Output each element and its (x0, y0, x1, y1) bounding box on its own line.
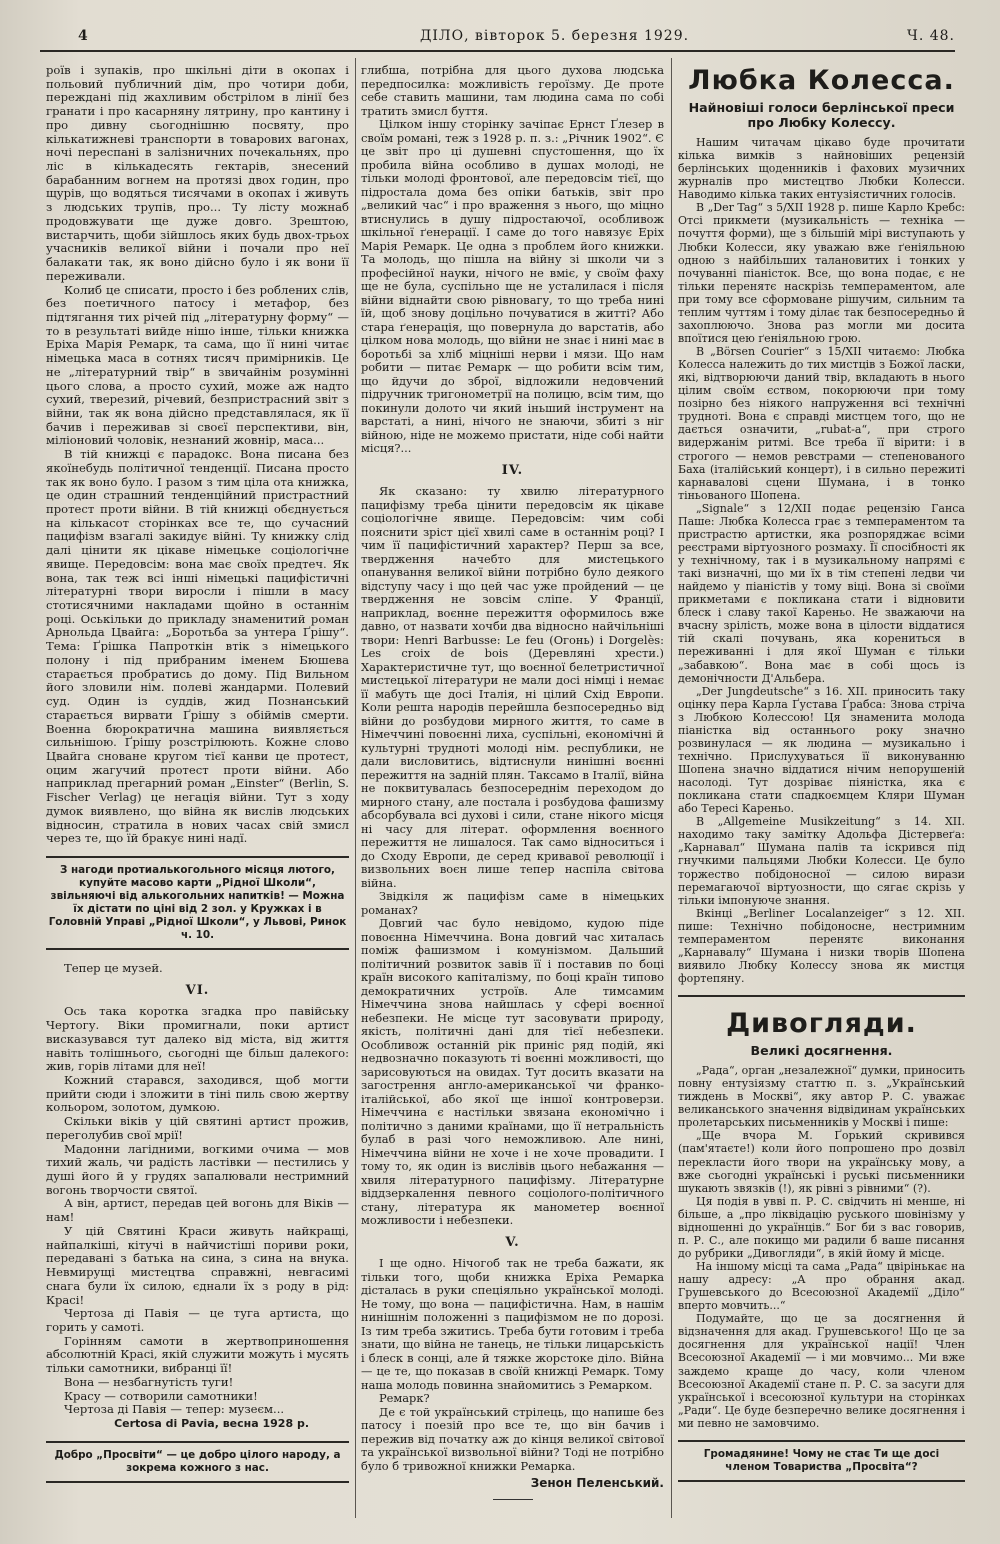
column-1 (46, 64, 349, 1495)
paragraph: Як сказано: ту хвилю літературного пацифізму треба цінити передовсім як цікаве соціологічне явище. Передовсім: чим собі пояснити зріст цієї хвилі саме в останнім році? І чим її пацифістичний характер? Перш за все, твердження начебто для мистецького опанування великої війни потрібно було деякого відступу часу і що цей час уже пройдений — це твердження не зовсім сліпе. У Франції, наприклад, воєнне пережиття оформилось вже давно, от назвати хочби два відносно найчільніші твори: Henri Barbusse: Le feu (Огонь) і Dorgelès: Les croix de bois (Деревляні хрести.) Характеристичне тут, що воєнної белетристичної мистецької літератури не мали досі німці і немає її мабуть ще досі Італія, ні цілий Схід Европи. Коли решта народів перейшла безпосередньо від війни до розбудови мирного життя, то саме в Німеччині повоєнні лиха, суспільні, економічні й культурні трудноті молоді нім. республики, не дали висловитись, відтиснули нинішні воєнні пережиття на задній плян. Таксамо в Італії, війна не поквитувалась безпосереднім переходом до мирного стану, але постала і розбудова фашизму абсорбувала всі духові і сили, стане нікого місця ні часу для літерат. оформлення воєнного пережиття не лишалося. Так само відноситься і до Сходу Европи, де серед кривавої революції і визвольних воєн лише тепер наспіла світова війна. (361, 484, 664, 890)
membership-box: Громадянине! Чому не стає Ти ще досі членом Товариства „Просвіта“? (678, 1440, 965, 1482)
article-title: Любка Колесса. (688, 65, 955, 96)
paragraph: Ось така коротка згадка про павійську Чертогу. Віки промигнали, поки артист висказувався тут далеко від міста, від життя навіть толішнього, сьогодні ще більш далекого: жив, горів літами для неї! (46, 1004, 349, 1074)
paragraph: Нашим читачам цікаво буде прочитати кілька вимків з найновіших рецензій берлінських щоденників і фахових музичних журналів про мистецтво Любки Колесси. Наводимо кілька таких ентузіястичних голосів. (678, 136, 965, 202)
paragraph: В „Börsen Courier“ з 15/XII читаємо: Любка Колесса належить до тих мистців з Божої ласки, які, відтворюючи даний твір, вкладають в нього цілим своїм єством, покорюючи при тому позірно без ніякого напруження всі технічні трудноті. Вона є справді мистцем того, що не дається означити, „rubat-a“, при строго видержанім ритмі. Все треба її вірити: і в строгого — немов ревстрами — степенованого Баха (італійський концерт), і в сильно пережиті карнавалові сцени Шумана, і в тонко тіньованого Шопена. (678, 345, 965, 502)
end-dash (493, 1499, 533, 1500)
promo-box: З нагоди протиалькогольного місяця лютого, купуйте масово карти „Рідної Школи“, звільняючі від алькогольних напитків! — Можна їх дістати по ціні від 2 зол. у Кружках і в Головній Управі „Рідної Школи“, у Львові, Ринок ч. 10. (46, 856, 349, 950)
section-heading-iv: IV. (501, 462, 524, 478)
paragraph: Вона — незбагнутість туги! (64, 1374, 234, 1389)
column-2 (361, 64, 664, 1508)
paragraph: „Der Jungdeutsche“ з 16. XII. приносить таку оцінку пера Карла Ґустава Ґрабса: Знова стріча з Любкою Колессою! Ця знаменита молода піаністка від останнього року значно розвинулася — як людина — музикально і технічно. Прислухуваться її виконуванню Шопена значно віддатися нічим непорушеній насолоді. Тут дозріває піяністка, яка є покликана стати спадкоємцем Кляри Шуман або Тересі Кареньо. (678, 684, 965, 816)
paragraph: глибша, потрібна для цього духова людська передпосилка: можливість героїзму. Де проте себе ставить машини, там людина сама по собі тратить змисл буття. (361, 63, 664, 118)
paragraph: Подумайте, що це за досягнення й відзначення для акад. Грушевського! Що це за досягнення для української нації! Член Всесоюзної Академії — і ми мовчимо... Ми вже заждемо краще до часу, коли членом Всесоюзної Академії стане п. Р. С. за засуги для української і всесоюзної культури на сторінках „Ради“. Це буде безперечно велике досягнення і ми певно не замовчимо. (678, 1312, 965, 1430)
paragraph: „Signale“ з 12/XII подає рецензію Ганса Паше: Любка Колесса грає з темпераментом та пристрастю артистки, яка розпоряджає всіми реєстрами віртуозного розмаху. Її спосібності як у технічному, так і в музикальному напрямі є такі визначні, що ми їх в тім степені ледви чи найдемо у піаністів у тому віці. Вона зі своїми прикметами є покликана стати і відновити блеск і славу такої Кареньо. Не зважаючи на вчасну зрілість, може вона в цілости віддатися тій скалі почувань, яка корениться в переживанні і для якої Шуман є тільки „забавкою“. Вона має в собі щось із демонічности Д'Альбера. (678, 501, 965, 685)
paragraph: В „Allgemeine Musikzeitung“ з 14. XII. находимо таку замітку Адольфа Дістервеґа: „Карнавал“ Шумана палів та іскрився під гнучкими пальцями Любки Колесси. Це було торжество побідоносної — силою вирази перемагаючої віртуозности, що сягає скрізь у тільки імпонуюче знання. (678, 815, 965, 907)
section-rule (678, 995, 965, 997)
header-rule (40, 50, 955, 52)
paragraph: Колиб це списати, просто і без роблених слів, без поетичного патосу і метафор, без підтягання тих річей під „літературну форму“ — то в результаті вийде нішо інше, тільки книжка Еріха Марія Ремарк, та сама, що її нині читає німецька маса в сотнях тисяч примірників. Це не „літературний твір“ в звичайнім розумінні цього слова, а просто сухий, може аж надто сухий, тверезий, річевий, безпристрасний звіт з війни, так як вона дійсно представлялася, як її бачив і переживав зі своєї перспективи, він, міліоновий чоловік, незнаний жовнір, маса... (46, 282, 349, 448)
dateline: Certosa di Pavia, весна 1928 р. (114, 1416, 309, 1430)
paragraph: Красу — сотворили самотники! (64, 1388, 258, 1403)
issue-number: Ч. 48. (907, 28, 955, 44)
article-subtitle: Найновіші голоси берлінської преси про Любку Колессу. (688, 100, 955, 130)
article-subtitle-2: Великі досягнення. (750, 1043, 893, 1059)
article-title-2: Дивогляди. (726, 1008, 917, 1040)
paragraph: Ця подія в увві п. Р. С. свідчить ні менше, ні більше, а „про ліквідацію руського шовінізму у відношенні до українців.“ Бог би з вас говорив, п. Р. С., але покищо ми радили б ваше писання до рубрики „Дивогляди“, в якій йому й місце. (678, 1194, 965, 1260)
paragraph: Де є той український стрілець, що напише без патосу і поезій про все те, що він бачив і пережив від початку аж до кінця великої світової та української визвольної війни? Тоді не потрібно було б тривожної книжки Ремарка. (361, 1404, 664, 1473)
prosvita-box: Добро „Просвіти“ — це добро цілого народу, а зокрема кожного з нас. (46, 1441, 349, 1483)
paragraph: В „Der Tag“ з 5/XII 1928 р. пише Карло Кребс: Отсі прикмети (музикальність — техніка — почуття форми), ще з більшій мірі виступають у Любки Колесси, яку уважаю вже ґеніяльною одною з найбільших талановитих і тонких у почуванні піаністок. Все, що вона подає, є не тільки перенятє наскрізь темпераментом, але при тому все сформоване рішучим, сильним та теплим чуттям і тому ділає так безпосередньо й захоплюючо. Знова раз могли ми досита впоїтися цею ґеніяльною грою. (678, 201, 965, 345)
page-header (40, 26, 955, 48)
paragraph: Чертоза ді Павія — тепер: музеєм... (64, 1402, 285, 1417)
column-3 (678, 64, 965, 1494)
paragraph: Вкінці „Berliner Localanzeiger“ з 12. XII. пише: Технічно побідоносне, нестримним темпераментом перенятє виконання „Карнавалу“ Шумана і низки творів Шопена виявило Любку Колессу знова як мистця фортепяну. (678, 906, 965, 985)
paragraph: Цілком іншу сторінку зачіпає Ернст Ґлезер в своїм романі, теж з 1928 р. п. з.: „Річник 1902“. Є це звіт про ці душевні спустошення, що їх пробила війна особливо в душах молоді, не тільки молоді фронтової, але передовсім тієї, що підростала дома без опіки батьків, звіт про „великий час“ і про враження з нього, що міцно втиснулись в душу підростаючої, особливож шкільної ґенерації. І саме до того навязує Еріх Марія Ремарк. Це одна з проблем його книжки. Та молодь, що пішла на війну зі школи чи з професійної науки, нічого не вміє, у своїм фаху ще не була, суспільно ще не усталилася і після війни віднайти свою рівновагу, то що треба нині їй, щоб знову доцільно почуватися в житті? Або стара ґенерація, що повернула до варстатів, або цілком нова молодь, що війни не знає і нині має в боротьбі за хліб міцніші нерви і мязи. Що нам робити — питає Ремарк — що робити всім тим, що йдучи до зброї, відложили недовчений підручник тригонометрії на полицю, всім тим, що покинули долото чи який іньший інструмент на варстаті, а нині, нічого не знаючи, збиті з ніг війною, ніде не можемо пристати, ніде собі найти місця?... (361, 117, 665, 455)
author-signature: Зенон Пеленський. (530, 1476, 664, 1490)
paragraph: Кожний старався, заходився, щоб могти прийти сюди і зложити в тіні пиль свою жертву кольором, золотом, думкою. (46, 1073, 349, 1115)
page-number: 4 (78, 28, 89, 44)
paragraph: У цій Святині Краси живуть найкращі, найпалкіші, кітучі в найчистіші пориви роки, передавані з батька на сина, з сина на внука. Невмирущі мистецтва справжні, невгасимі снага були їх силою, єднали їх з роду в рід: Красі! (46, 1223, 349, 1307)
paragraph: Мадонни лагідними, вогкими очима — мов тихий жаль, чи радість ластівки — пестились у душі його й у грудях запалювали нестримний вогонь творчости святої. (46, 1141, 349, 1197)
paragraph: Чертоза ді Павія — це туга артиста, що горить у самоті. (46, 1306, 349, 1334)
paragraph: Довгий час було невідомо, кудою піде повоєнна Німеччина. Вона довгий час хиталась поміж фашизмом і комунізмом. Дальший політичний розвиток завів її і поставив по боці країн високого капіталізму, по боці країн типово демократичних устроїв. Але тимсамим Німеччина знова найшлась у сфері воєнної небезпеки. Не місце тут засовувати природу, якість, політичні дані для тієї небезпеки. Особливож останній рік приніс ряд подій, які недвозначно показують ті воєнні можливості, що зарисовуються на овидах. Тут досить вказати на загострення англо-американської чи франко-італійської, або якої ще іншої контроверзи. Німеччина є настільки звязана економічно і політично з даними країнами, що її нетральність булаб в разі чого неможливою. Але нині, Німеччина війни не хоче і не хоче провадити. І тому то, як один із вислівів цього небажання — хвиля літературного пацифізму. Літературне віддзеркалення певного соціолого-політичного стану, література як манометер воєнної можливости і небезпеки. (361, 916, 664, 1227)
paragraph: Скільки віків у цій святині артист прожив, переголубив свої мрії! (46, 1114, 349, 1142)
paragraph: „Ще вчора М. Ґорький скривився (пам'ятаєте!) коли його попрошено про дозвіл перекласти його твори на українську мову, а вже сьогодні українські і руські письменники шукають звязків (!), як рівні з рівними“ (?). (678, 1129, 965, 1195)
paragraph: „Рада“, орган „незалежної“ думки, приносить повну ентузіязму статтю п. з. „Український тиждень в Москві“, яку автор Р. С. уважає великанського значення відвідинам українських пролетарських письменників у Москві і пише: (678, 1064, 965, 1130)
paragraph: роїв і зупаків, про шкільні діти в окопах і польовий публичний дім, про чотири доби, переждані під жахливим обстрілом в лінії без гранати і про касарняну лятрину, про кантину і про дивну сьогоднішню посвяту, про кількатижневі транспорти в товарових вагонах, ночі переспані в залізничних почекальнях, про ліс в кількадесять гектарів, знесений барабанним вогнем на протязі двох годин, про щурів, що водяться тисячами в окопах і живуть з людських трупів, про... Ту лісту можнаб продовжувати ще дуже довго. Зрештою, вистарчить, щоби зійшлось яких будь двох-трьох учасників великої війни і почали про неї балакати так, як воно дійсно було і як вони її переживали. (46, 63, 349, 283)
paragraph: А він, артист, передав цей вогонь для Віків — нам! (46, 1196, 349, 1225)
column-divider-2 (671, 58, 672, 1518)
paragraph: В тій книжці є парадокс. Вона писана без якоїнебудь політичної тенденції. Писана просто так як воно було. І разом з тим ціла ота книжка, це один страшний тенденційний пристрастний протест проти війни. В тій книжці обєднується на кількасот сторінках все те, що сучасний пацифізм взагалі закидує війні. Ту книжку слід далі цінити як цікаве німецьке соціологічне явище. Передовсім: вона має своїх предтеч. Як вона, так теж всі інші німецькі пацифістичні літературні твори виросли і пішли в масу стотисячними накладами щойно в останнім році. Оськільки до прикладу знаменитий роман Арнольда Цвайга: „Боротьба за унтера Ґрішу“. Тема: Ґрішка Папроткін втік з німецького полону і під прибраним іменем Бюшева старається пробратись до дому. Під Вильном його зловили нім. полеві жандарми. Полевий суд. Один із суддів, жид Познанський старається вирвати Ґрішу з обіймів смерти. Военна бюрократична машина виявляється сильнішою. Ґрішу розстрілюють. Кожне слово Цвайга сноване кругом тієї канви це протест, оцим жагучий протест проти війни. Або наприклад прегарний роман „Einster“ (Berlin, S. Fischer Verlag) це негація війни. Тут з ходу думок виявлено, що війна як вислів людських відносин, стратила в нових часах свій змисл через те, що їй бракує нині надї. (46, 447, 349, 846)
paragraph: І ще одно. Нічогоб так не треба бажати, як тільки того, щоби книжка Еріха Ремарка дісталась в руки спеціяльно української молоді. Не тому, що вона — пацифістична. Нам, в нашім нинішнім положенні з пацифізмом не по дорозі. Із тим треба зжитись. Треба бути готовим і треба знати, що війна не танець, не тільки лицарськість і блеск в сонці, але й тяжке жорстоке діло. Війна — це те, що показав в своїй книжці Ремарк. Тому наша молодь повинна знайомитись з Ремарком. (361, 1256, 664, 1392)
paragraph: Звідкіля ж пацифізм саме в німецьких романах? (361, 889, 664, 917)
paragraph: Тепер це музей. (64, 960, 163, 975)
paragraph: Ремарк? (379, 1391, 430, 1405)
paragraph: Горінням самоти в жертвоприношення абсолютній Красі, якій служити можуть і мусять тільки самотники, вибранці її! (46, 1333, 349, 1376)
masthead-date: ДІЛО, вівторок 5. березня 1929. (420, 28, 690, 44)
column-divider-1 (355, 58, 356, 1518)
section-heading-v: V. (505, 1234, 520, 1250)
paragraph: На іншому місці та сама „Рада“ цвірінькає на нашу адресу: „А про обрання акад. Грушевського до Всесоюзної Академії „Діло“ вперто мовчить...“ (678, 1260, 965, 1313)
section-heading-vi: VI. (185, 982, 210, 998)
